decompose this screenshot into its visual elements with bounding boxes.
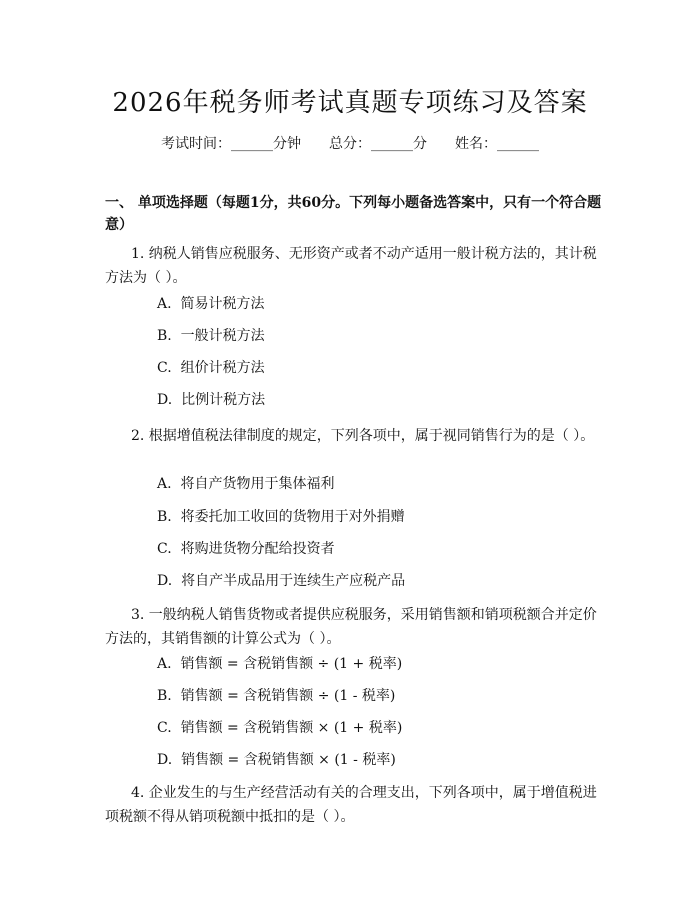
section-heading: 一、 单项选择题（每题1分，共60分。下列每小题备选答案中，只有一个符合题意）	[105, 195, 602, 233]
question-1-option-b: B. 一般计税方法	[157, 328, 265, 344]
question-2: 2. 根据增值税法律制度的规定，下列各项中，属于视同销售行为的是（ ）。	[131, 428, 595, 444]
question-1-option-d: D. 比例计税方法	[157, 392, 266, 408]
question-1: 1. 纳税人销售应税服务、无形资产或者不动产适用一般计税方法的，其计税方法为（ ）。	[105, 246, 597, 286]
question-2-option-b: B. 将委托加工收回的货物用于对外捐赠	[157, 509, 405, 525]
question-2-option-c: C. 将购进货物分配给投资者	[157, 541, 335, 557]
question-1-option-c: C. 组价计税方法	[157, 360, 265, 376]
question-3-option-a: A. 销售额 = 含税销售额 ÷ (1 + 税率)	[157, 656, 403, 672]
question-1-option-a: A. 简易计税方法	[157, 296, 265, 312]
total-score-label: 总分：______分	[329, 136, 427, 152]
exam-meta	[0, 133, 700, 153]
question-3: 3. 一般纳税人销售货物或者提供应税服务，采用销售额和销项税额合并定价方法的，其销售额的计算公式为（ ）。	[105, 607, 597, 647]
exam-time-label: 考试时间：______分钟	[161, 136, 301, 152]
question-3-option-c: C. 销售额 = 含税销售额 × (1 + 税率)	[157, 720, 403, 736]
question-2-option-a: A. 将自产货物用于集体福利	[157, 476, 335, 492]
question-3-option-d: D. 销售额 = 含税销售额 × (1 - 税率)	[157, 752, 396, 768]
question-3-option-b: B. 销售额 = 含税销售额 ÷ (1 - 税率)	[157, 688, 396, 704]
question-2-option-d: D. 将自产半成品用于连续生产应税产品	[157, 573, 406, 589]
page-title: 2026年税务师考试真题专项练习及答案	[112, 88, 588, 118]
question-4: 4. 企业发生的与生产经营活动有关的合理支出，下列各项中，属于增值税进项税额不得从销项税额中抵扣的是（ ）。	[105, 785, 597, 825]
student-name-label: 姓名：______	[455, 136, 539, 152]
